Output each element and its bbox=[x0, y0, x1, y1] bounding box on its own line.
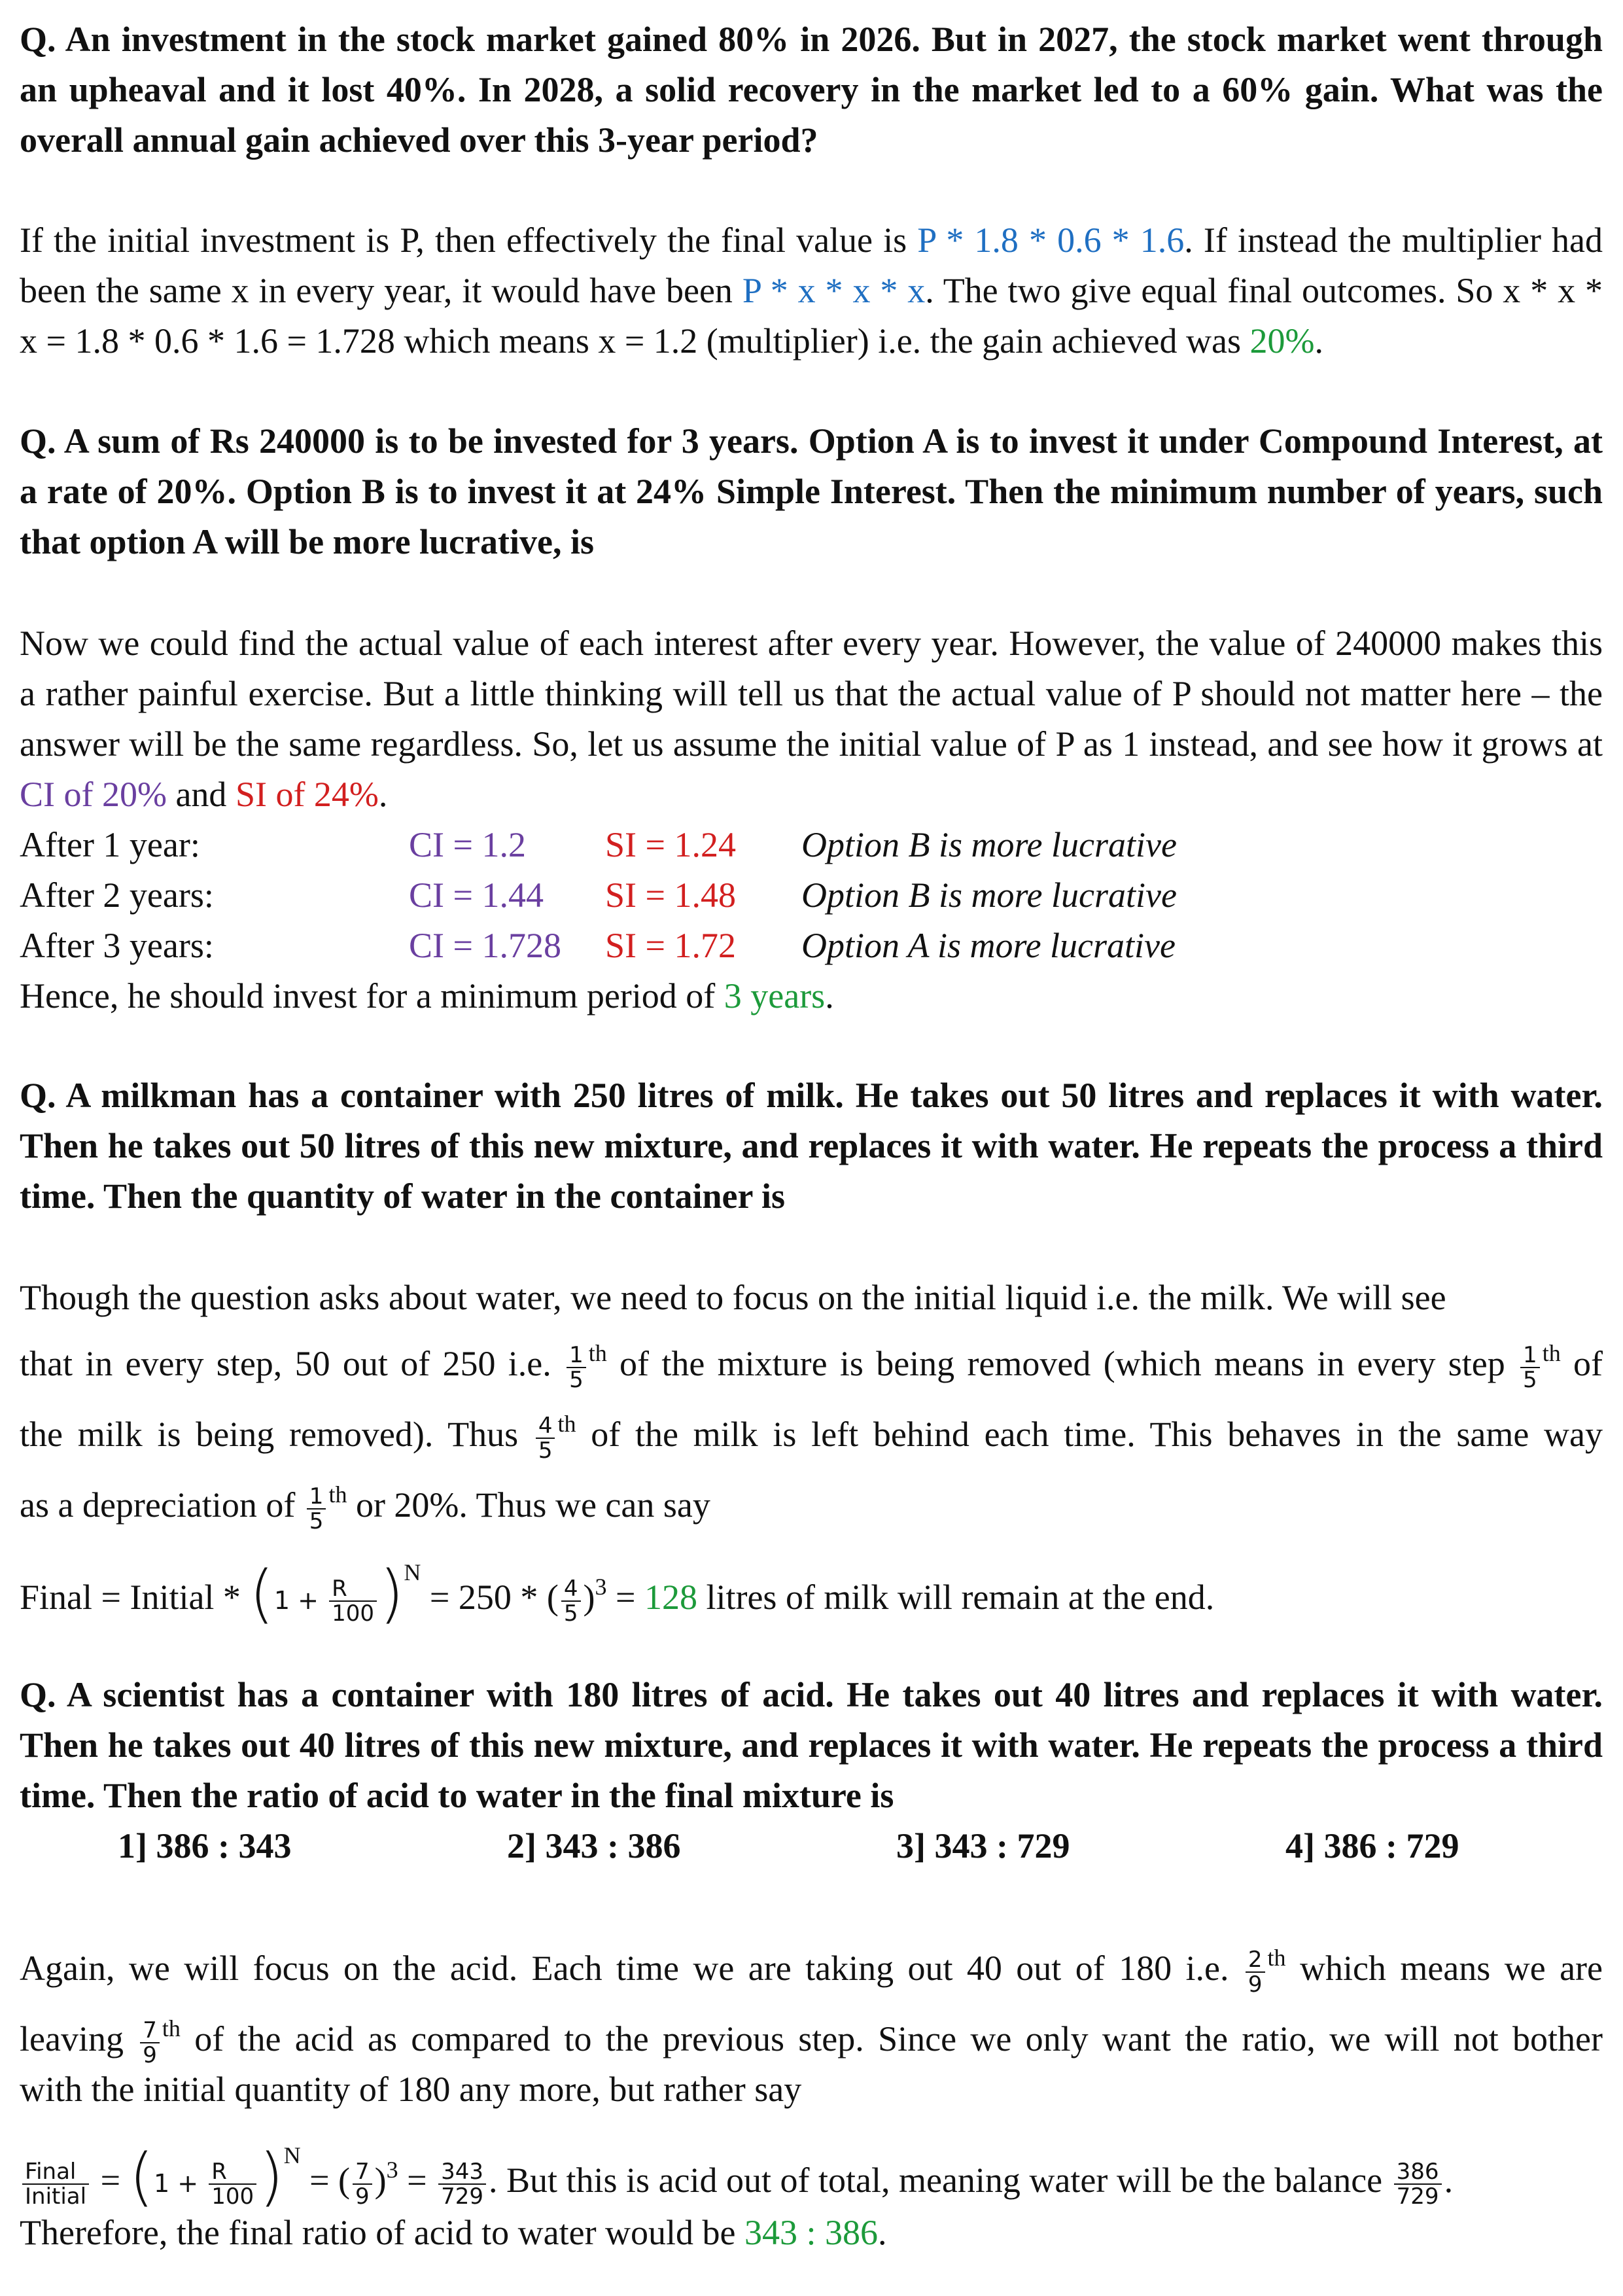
numerator: R bbox=[329, 1577, 377, 1602]
answer-1-text: . If instead the multiplier had been the same x in every year, it would have been bbox=[20, 221, 1603, 310]
denominator: 5 bbox=[1523, 1366, 1537, 1393]
denominator: 9 bbox=[143, 2041, 157, 2068]
denominator: 5 bbox=[569, 1366, 584, 1393]
formula-one: 1 + bbox=[154, 2169, 207, 2198]
si-value: SI = 1.48 bbox=[605, 875, 736, 915]
question-1: Q. An investment in the stock market gained 80% in 2026. But in 2027, the stock market went through an upheaval and it lost 40%. In 2028, a solid recovery in the market led to a 60% gain. What was the overall annual gain achieved over this 3-year period? bbox=[20, 20, 1603, 160]
close-paren: ) bbox=[259, 2140, 284, 2214]
fraction-seven-ninths bbox=[140, 2019, 160, 2067]
answer-3-text: of the mixture is being removed (which means in every step bbox=[606, 1344, 1518, 1383]
open-paren: ( bbox=[338, 2161, 351, 2200]
option-3: 3] 343 : 729 bbox=[896, 1826, 1070, 1865]
row-label: After 3 years: bbox=[20, 926, 214, 965]
open-paren: ( bbox=[249, 1557, 274, 1631]
row-note: Option A is more lucrative bbox=[801, 926, 1176, 965]
denominator: 729 bbox=[441, 2183, 484, 2210]
numerator: Final bbox=[22, 2160, 89, 2185]
question-3: Q. A milkman has a container with 250 litres of milk. He takes out 50 litres and replaces it with water. Then he takes out 50 litres of this new mixture, and replaces it with water. He repeats the process a third time. Then the quantity of water in the container is bbox=[20, 1076, 1603, 1216]
comparison-row bbox=[20, 870, 1603, 921]
answer-1-text: . bbox=[1314, 321, 1323, 361]
formula-text: Final = Initial * bbox=[20, 1578, 250, 1617]
answer-3-line bbox=[20, 1399, 1603, 1462]
fraction-four-fifths bbox=[561, 1577, 581, 1625]
answer-4-text: leaving bbox=[20, 2019, 138, 2058]
formula-text: . bbox=[1444, 2161, 1454, 2200]
close-paren: ) bbox=[583, 1578, 595, 1617]
answer-3-text: or 20%. Thus we can say bbox=[347, 1485, 710, 1525]
ordinal-suffix: th bbox=[1267, 1945, 1286, 1971]
fraction-386-over-729 bbox=[1394, 2160, 1442, 2208]
ci-value: CI = 1.2 bbox=[409, 825, 526, 864]
answer-3-text: of bbox=[1560, 1344, 1603, 1383]
fraction-one-fifth bbox=[307, 1485, 326, 1533]
open-paren: ( bbox=[546, 1578, 559, 1617]
question-4: Q. A scientist has a container with 180 litres of acid. He takes out 40 litres and replaces it with water. Then he takes out 40 litres of this new mixture, and replaces it with water. He repeats the process a third time. Then the ratio of acid to water in the final mixture is bbox=[20, 1675, 1603, 1815]
ordinal-suffix: th bbox=[557, 1411, 576, 1437]
denominator: 729 bbox=[1396, 2183, 1439, 2210]
option-1: 1] 386 : 343 bbox=[118, 1826, 292, 1865]
answer-4-conclusion bbox=[20, 2208, 1603, 2258]
fraction-seven-ninths bbox=[353, 2160, 372, 2208]
row-label: After 2 years: bbox=[20, 875, 214, 915]
formula-text: = bbox=[100, 2161, 121, 2200]
comparison-row bbox=[20, 820, 1603, 870]
numerator: 1 bbox=[307, 1485, 326, 1510]
answer-3-text: that in every step, 50 out of 250 i.e. bbox=[20, 1344, 565, 1383]
denominator: 5 bbox=[309, 1508, 324, 1534]
si-value: SI = 1.72 bbox=[605, 926, 736, 965]
answer-1 bbox=[20, 215, 1603, 366]
row-label: After 1 year: bbox=[20, 825, 200, 864]
si-value: SI = 1.24 bbox=[605, 825, 736, 864]
formula-text: = bbox=[309, 2161, 330, 2200]
answer-2-text: . bbox=[378, 775, 388, 814]
answer-2-text: and bbox=[166, 775, 236, 814]
denominator: 100 bbox=[332, 1600, 374, 1627]
exponent: 3 bbox=[595, 1574, 607, 1600]
question-2: Q. A sum of Rs 240000 is to be invested for 3 years. Option A is to invest it under Compound Interest, at a rate of 20%. Option B is to invest it at 24% Simple Interest. Then the minimum number of years, such that option A will be more lucrative, is bbox=[20, 421, 1603, 561]
exponent: 3 bbox=[386, 2157, 398, 2183]
answer-2-text: . bbox=[825, 976, 834, 1016]
numerator: R bbox=[209, 2160, 256, 2185]
ci-value: CI = 1.44 bbox=[409, 875, 544, 915]
fraction-343-over-729 bbox=[438, 2160, 486, 2208]
answer-3-text: of the milk is left behind each time. This behaves in the same way bbox=[576, 1415, 1603, 1454]
ordinal-suffix: th bbox=[588, 1340, 607, 1366]
answer-3-result: 128 bbox=[644, 1578, 697, 1617]
answer-1-text: If the initial investment is P, then effectively the final value is bbox=[20, 221, 918, 260]
ordinal-suffix: th bbox=[162, 2015, 181, 2041]
answer-3-line bbox=[20, 1470, 1603, 1533]
answer-2-intro bbox=[20, 618, 1603, 820]
open-paren: ( bbox=[129, 2140, 154, 2214]
formula-text: litres of milk will remain at the end. bbox=[697, 1578, 1215, 1617]
fraction-r-over-100 bbox=[329, 1577, 377, 1625]
answer-4-text: Again, we will focus on the acid. Each time we are taking out 40 out of 180 i.e. bbox=[20, 1949, 1243, 1988]
answer-3-text: the milk is being removed). Thus bbox=[20, 1415, 533, 1454]
answer-4-text: . bbox=[878, 2213, 887, 2252]
answer-4-line bbox=[20, 1933, 1603, 1996]
answer-2-conclusion bbox=[20, 971, 1603, 1021]
fraction-one-fifth bbox=[1520, 1343, 1540, 1392]
answer-3-text: as a depreciation of bbox=[20, 1485, 304, 1525]
fraction-four-fifths bbox=[536, 1414, 555, 1462]
row-note: Option B is more lucrative bbox=[801, 875, 1177, 915]
denominator: 5 bbox=[563, 1600, 578, 1627]
denominator: Initial bbox=[25, 2183, 87, 2210]
close-paren: ) bbox=[374, 2161, 387, 2200]
comparison-row bbox=[20, 921, 1603, 971]
ci-label: CI of 20% bbox=[20, 775, 167, 814]
fraction-two-ninths bbox=[1246, 1948, 1265, 1996]
answer-1-expression: P * x * x * x bbox=[742, 271, 926, 310]
numerator: 343 bbox=[438, 2160, 486, 2185]
answer-2-text: Hence, he should invest for a minimum period of bbox=[20, 976, 724, 1016]
answer-4-text: which means we are bbox=[1285, 1949, 1603, 1988]
answer-1-expression: P * 1.8 * 0.6 * 1.6 bbox=[917, 221, 1185, 260]
numerator: 386 bbox=[1394, 2160, 1442, 2185]
answer-1-text: . The two give equal final outcomes. So x * x * x = 1.8 * 0.6 * 1.6 = 1.728 which means x = 1.2 (multiplier) i.e. the gain achieved was bbox=[20, 271, 1603, 361]
depreciation-formula bbox=[20, 1547, 1603, 1631]
answer-3-line: Though the question asks about water, we need to focus on the initial liquid i.e. the milk. We will see bbox=[20, 1278, 1446, 1317]
denominator: 9 bbox=[355, 2183, 370, 2210]
row-note: Option B is more lucrative bbox=[801, 825, 1177, 864]
formula-text: = 250 * bbox=[421, 1578, 547, 1617]
formula-one: 1 + bbox=[273, 1586, 327, 1615]
answer-1-result: 20% bbox=[1249, 321, 1315, 361]
answer-4-line bbox=[20, 2004, 1603, 2067]
answer-2-text: Now we could find the actual value of each interest after every year. However, the value of 240000 makes this a rather painful exercise. But a little thinking will tell us that the actual value of P should not matter here – the answer will be the same regardless. So, let us assume the initial value of P as 1 instead, and see how it grows at bbox=[20, 624, 1603, 764]
numerator: 1 bbox=[569, 1341, 584, 1368]
fraction-r-over-100 bbox=[209, 2160, 256, 2208]
formula-text: = bbox=[407, 2161, 427, 2200]
answer-3-line bbox=[20, 1328, 1603, 1392]
denominator: 9 bbox=[1248, 1971, 1263, 1998]
answer-2-result: 3 years bbox=[724, 976, 826, 1016]
numerator: 1 bbox=[1520, 1343, 1540, 1368]
formula-text: = bbox=[606, 1578, 644, 1617]
answer-4-result: 343 : 386 bbox=[744, 2213, 879, 2252]
numerator: 4 bbox=[536, 1414, 555, 1439]
numerator: 7 bbox=[140, 2019, 160, 2043]
answer-4-text: Therefore, the final ratio of acid to water would be bbox=[20, 2213, 745, 2252]
ratio-formula bbox=[20, 2130, 1603, 2214]
exponent: N bbox=[283, 2142, 301, 2168]
option-2: 2] 343 : 386 bbox=[507, 1826, 681, 1865]
denominator: 5 bbox=[538, 1437, 553, 1464]
formula-text: . But this is acid out of total, meaning water will be the balance bbox=[489, 2161, 1391, 2200]
numerator: 2 bbox=[1246, 1948, 1265, 1973]
si-label: SI of 24% bbox=[235, 775, 379, 814]
answer-4-text: of the acid as compared to the previous step. Since we only want the ratio, we will not bother bbox=[180, 2019, 1603, 2058]
fraction-one-fifth bbox=[567, 1343, 586, 1392]
numerator: 7 bbox=[353, 2160, 372, 2185]
exponent: N bbox=[404, 1559, 421, 1585]
ordinal-suffix: th bbox=[1542, 1340, 1561, 1366]
denominator: 100 bbox=[211, 2183, 254, 2210]
fraction-final-over-initial bbox=[22, 2160, 89, 2208]
option-4: 4] 386 : 729 bbox=[1285, 1826, 1459, 1865]
ordinal-suffix: th bbox=[328, 1481, 347, 1508]
numerator: 4 bbox=[561, 1577, 581, 1602]
answer-4-line: with the initial quantity of 180 any more, but rather say bbox=[20, 2070, 802, 2109]
ci-value: CI = 1.728 bbox=[409, 926, 561, 965]
close-paren: ) bbox=[379, 1557, 404, 1631]
